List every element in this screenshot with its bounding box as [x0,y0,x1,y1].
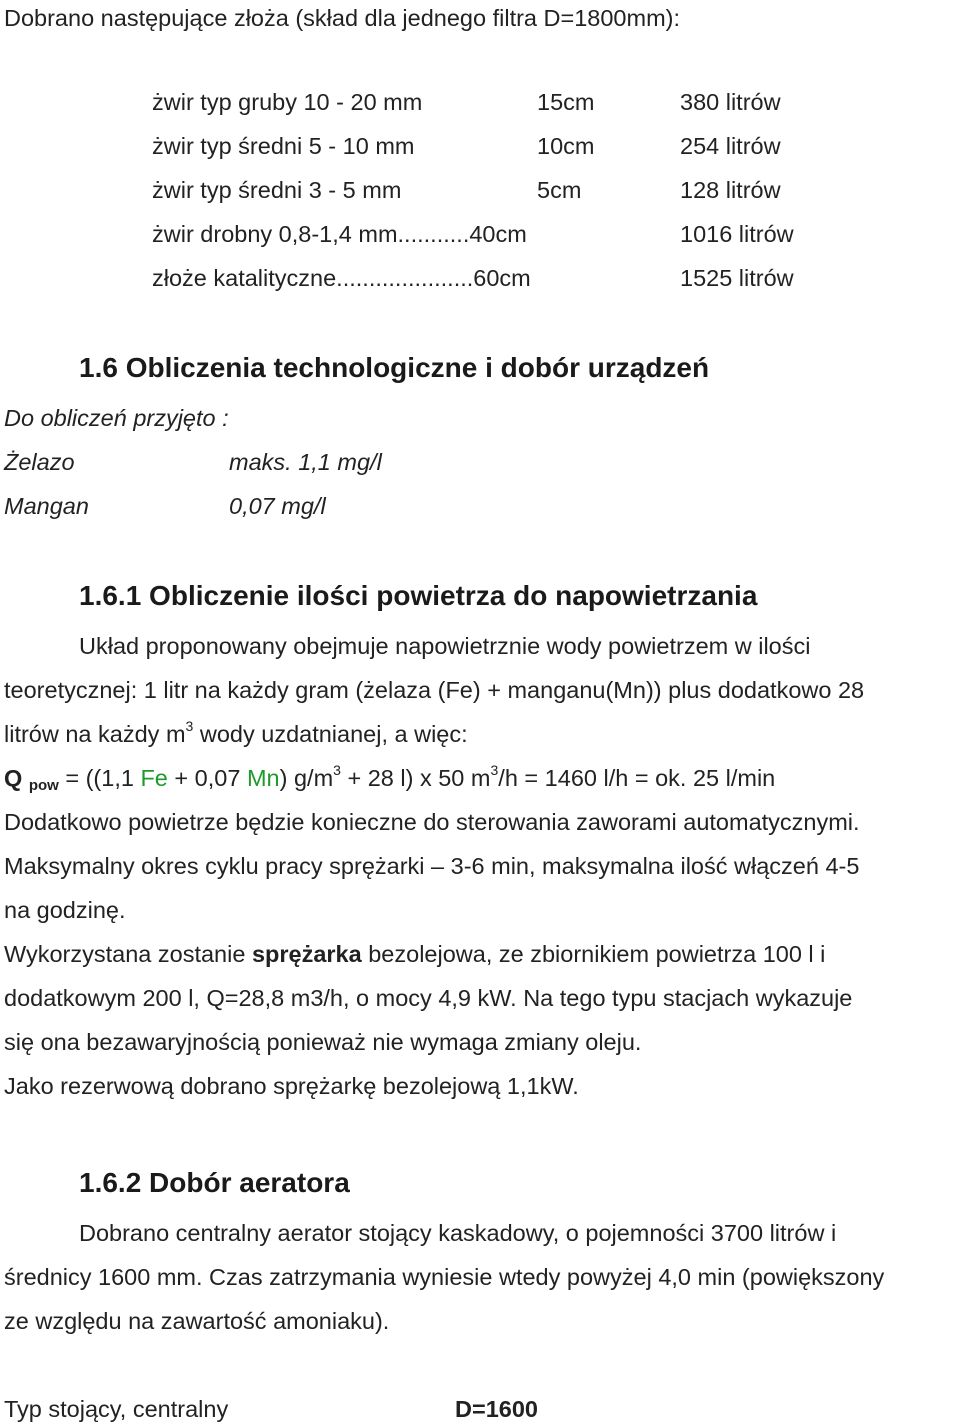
param-name: Mangan [4,493,89,519]
paragraph-line: Jako rezerwową dobrano sprężarkę bezolejową 1,1kW. [4,1073,579,1099]
text-run: wody uzdatnianej, a więc: [193,721,468,747]
paragraph-line: teoretycznej: 1 litr na każdy gram (żelaza (Fe) + manganu(Mn)) plus dodatkowo 28 [4,677,865,703]
paragraph-line: dodatkowym 200 l, Q=28,8 m3/h, o mocy 4,9 kW. Na tego typu stacjach wykazuje [4,985,853,1011]
text-run: /h = 1460 l/h = ok. 25 l/min [498,765,776,791]
paragraph-line: średnicy 1600 mm. Czas zatrzymania wyniesie wtedy powyżej 4,0 min (powiększony [4,1264,885,1290]
formula-subscript: pow [28,777,59,794]
paragraph-line: Dodatkowo powietrze będzie konieczne do sterowania zaworami automatycznymi. [4,809,860,835]
paragraph-line: ze względu na zawartość amoniaku). [4,1308,390,1334]
param-name: Żelazo [4,449,75,475]
text-run: bezolejowa, ze zbiornikiem powietrza 100 l i [361,941,826,967]
paragraph-line: Maksymalny okres cyklu pracy sprężarki – 3-6 min, maksymalna ilość włączeń 4-5 [4,853,860,879]
text-run: + 0,07 [167,765,247,791]
aerator-type: Typ stojący, centralny [4,1396,229,1422]
iron-symbol: Fe [140,765,168,791]
assumptions-label: Do obliczeń przyjęto : [4,405,229,431]
bed-name: żwir typ gruby 10 - 20 mm [152,89,423,115]
bed-name: złoże katalityczne.....................60cm [152,265,531,291]
paragraph-line: Dobrano centralny aerator stojący kaskadowy, o pojemności 3700 litrów i [79,1220,837,1246]
section-heading-1-6: 1.6 Obliczenia technologiczne i dobór urządzeń [79,352,710,383]
bed-name: żwir typ średni 5 - 10 mm [152,133,415,159]
intro-line: Dobrano następujące złoża (skład dla jednego filtra D=1800mm): [4,5,681,31]
text-run: = ((1,1 [58,765,141,791]
text-run: ) g/m [279,765,334,791]
param-value: maks. 1,1 mg/l [229,449,382,475]
compressor-term: sprężarka [251,941,362,967]
superscript: 3 [333,762,341,778]
superscript: 3 [185,718,194,734]
bed-volume: 128 litrów [680,177,781,203]
paragraph-line: na godzinę. [4,897,126,923]
bed-volume: 254 litrów [680,133,781,159]
section-heading-1-6-2: 1.6.2 Dobór aeratora [79,1167,350,1198]
air-flow-formula [4,762,776,794]
paragraph-line [4,718,468,747]
bed-name: żwir typ średni 3 - 5 mm [152,177,402,203]
superscript: 3 [490,762,499,778]
bed-volume: 1525 litrów [680,265,794,291]
section-heading-1-6-1: 1.6.1 Obliczenie ilości powietrza do napowietrzania [79,580,758,611]
text-run: + 28 l) x 50 m [340,765,491,791]
text-run: litrów na każdy m [4,721,186,747]
bed-volume: 380 litrów [680,89,781,115]
paragraph-line: się ona bezawaryjnością ponieważ nie wymaga zmiany oleju. [4,1029,642,1055]
paragraph-line: Układ proponowany obejmuje napowietrznie wody powietrzem w ilości [79,633,811,659]
bed-name: żwir drobny 0,8-1,4 mm...........40cm [152,221,527,247]
manganese-symbol: Mn [246,765,280,791]
bed-volume: 1016 litrów [680,221,794,247]
formula-symbol: Q [4,765,23,791]
param-value: 0,07 mg/l [229,493,326,519]
aerator-diameter: D=1600 [455,1396,538,1422]
bed-height: 10cm [537,133,595,159]
text-run: Wykorzystana zostanie [4,941,252,967]
paragraph-line [4,943,825,967]
bed-height: 5cm [537,177,582,203]
bed-height: 15cm [537,89,595,115]
